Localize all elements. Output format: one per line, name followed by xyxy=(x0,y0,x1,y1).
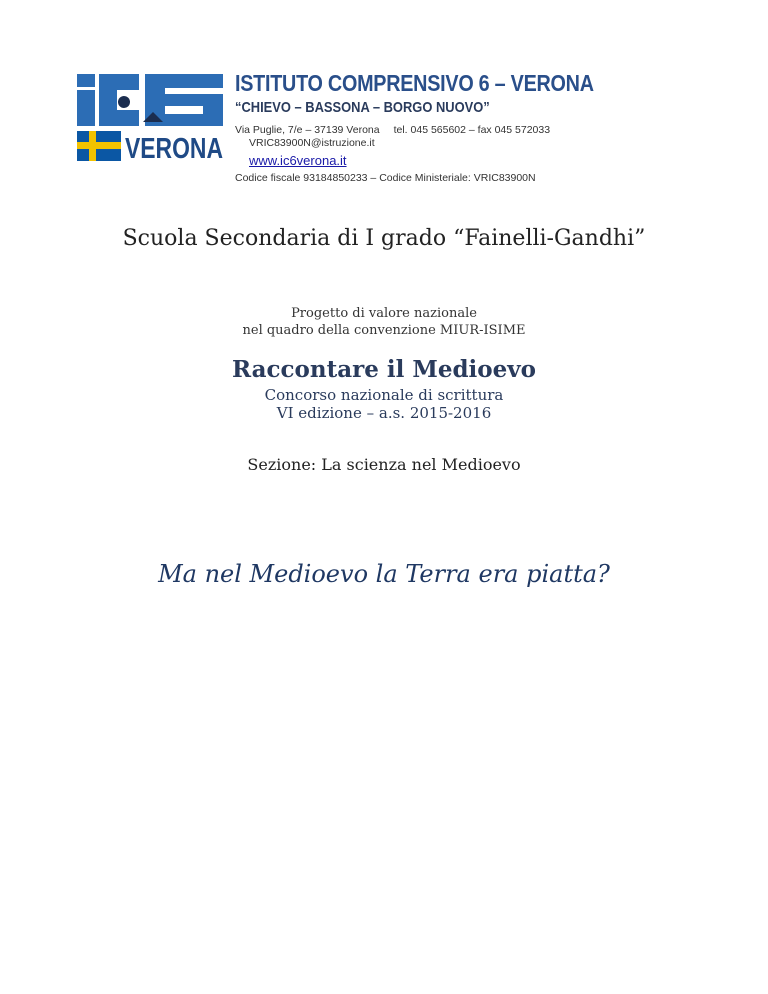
contest-line-2: VI edizione – a.s. 2015-2016 xyxy=(276,404,492,422)
institute-name: ISTITUTO COMPRENSIVO 6 – VERONA xyxy=(235,70,594,96)
contest-title: Raccontare il Medioevo xyxy=(232,356,536,383)
email: VRIC83900N@istruzione.it xyxy=(249,137,375,149)
project-line-1: Progetto di valore nazionale xyxy=(291,306,477,321)
project-line-2: nel quadro della convenzione MIUR-ISIME xyxy=(242,323,526,338)
address: Via Puglie, 7/e – 37139 Verona xyxy=(235,124,380,136)
contest-block xyxy=(0,386,768,422)
contest-line-1: Concorso nazionale di scrittura xyxy=(264,386,504,404)
logo-verona-text: VERONA xyxy=(125,133,224,165)
institute-header xyxy=(235,70,695,185)
institute-subtitle: “CHIEVO – BASSONA – BORGO NUOVO” xyxy=(235,99,490,116)
section-label: Sezione: La scienza nel Medioevo xyxy=(247,455,521,474)
essay-title: Ma nel Medioevo la Terra era piatta? xyxy=(158,560,610,588)
school-name: Scuola Secondaria di I grado “Fainelli-Gandhi” xyxy=(122,226,646,251)
ic6-verona-logo xyxy=(75,72,225,164)
fiscal-codes: Codice fiscale 93184850233 – Codice Ministeriale: VRIC83900N xyxy=(235,172,536,184)
phone-fax: tel. 045 565602 – fax 045 572033 xyxy=(393,124,551,136)
project-block xyxy=(0,305,768,339)
website-link[interactable]: www.ic6verona.it xyxy=(249,153,347,168)
address-row xyxy=(235,124,695,137)
